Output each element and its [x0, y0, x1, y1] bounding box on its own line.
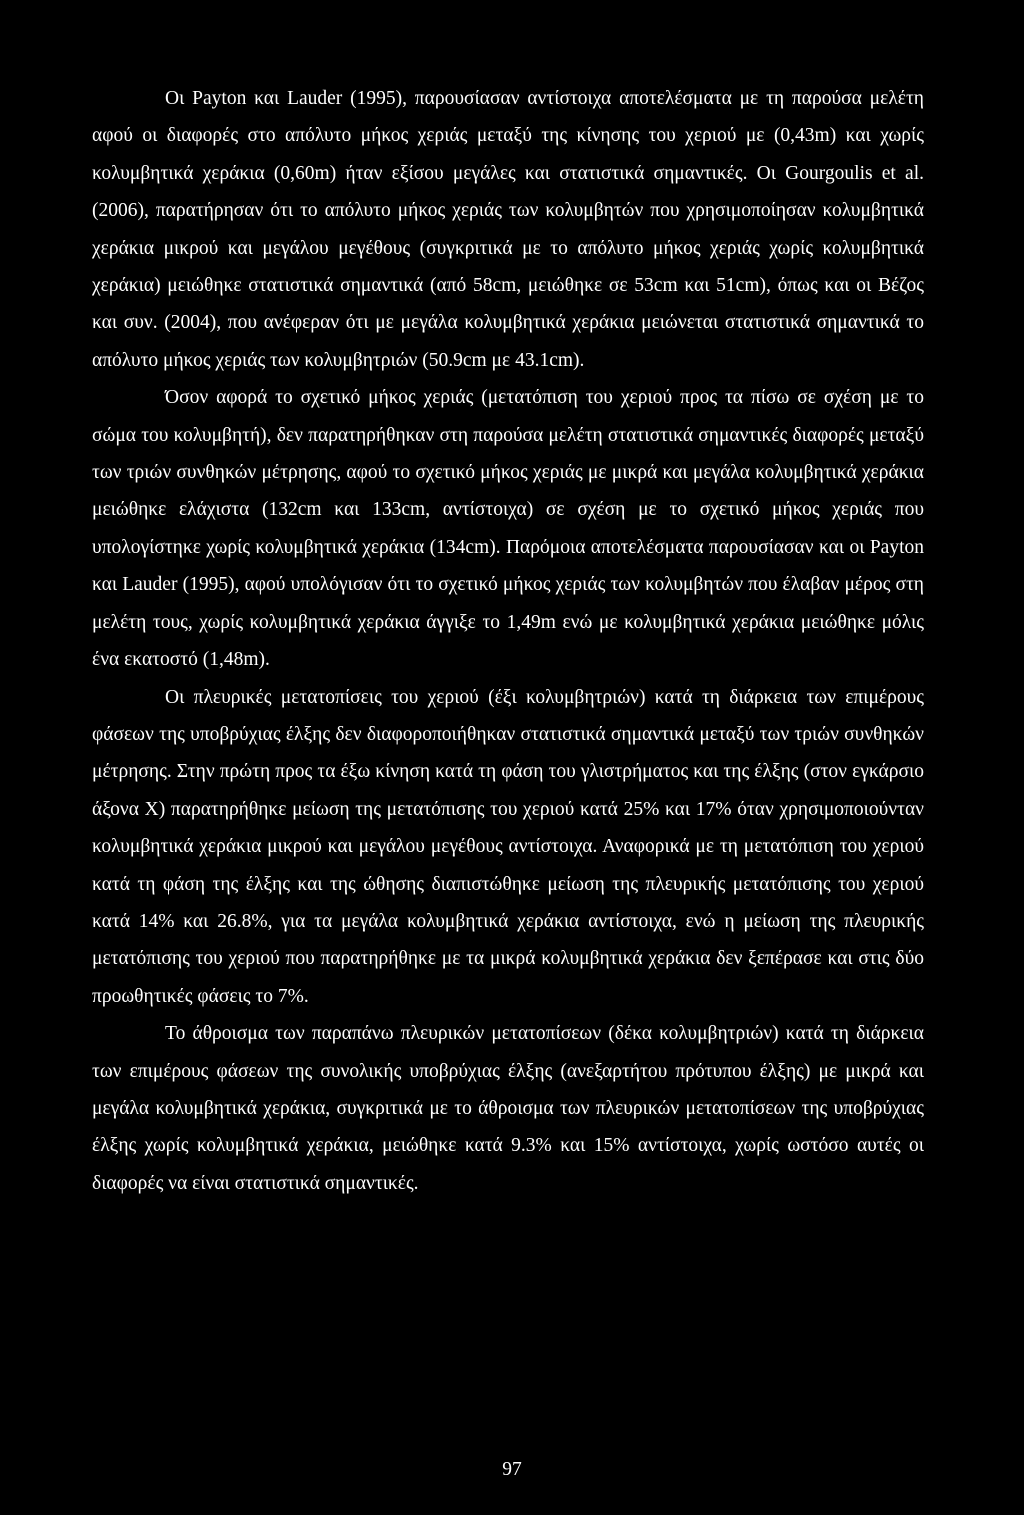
paragraph-1: Οι Payton και Lauder (1995), παρουσίασαν αντίστοιχα αποτελέσματα με τη παρούσα μελέτη αφού οι διαφορές στο απόλυτο μήκος χεριάς μεταξύ της κίνησης του χεριού με (0,43m) και χωρίς κολυμβητικά χεράκια (0,60m) ήταν εξίσου μεγάλες και στατιστικά σημαντικές. Οι Gourgoulis et al. (2006), παρατήρησαν ότι το απόλυτο μήκος χεριάς των κολυμβητών που χρησιμοποίησαν κολυμβητικά χεράκια μικρού και μεγάλου μεγέθους (συγκριτικά με το απόλυτο μήκος χεριάς χωρίς κολυμβητικά χεράκια) μειώθηκε στατιστικά σημαντικά (από 58cm, μειώθηκε σε 53cm και 51cm), όπως και οι Βέζος και συν. (2004), που ανέφεραν ότι με μεγάλα κολυμβητικά χεράκια μειώνεται στατιστικά σημαντικά το απόλυτο μήκος χεριάς των κολυμβητριών (50.9cm με 43.1cm). — [92, 88, 924, 371]
paragraph-4: Το άθροισμα των παραπάνω πλευρικών μετατοπίσεων (δέκα κολυμβητριών) κατά τη διάρκεια των επιμέρους φάσεων της συνολικής υποβρύχιας έλξης (ανεξαρτήτου πρότυπου έλξης) με μικρά και μεγάλα κολυμβητικά χεράκια, συγκριτικά με το άθροισμα των πλευρικών μετατοπίσεων της υποβρύχιας έλξης χωρίς κολυμβητικά χεράκια, μειώθηκε κατά 9.3% και 15% αντίστοιχα, χωρίς ωστόσο αυτές οι διαφορές να είναι στατιστικά σημαντικές. — [92, 1023, 924, 1194]
paragraph-3: Οι πλευρικές μετατοπίσεις του χεριού (έξι κολυμβητριών) κατά τη διάρκεια των επιμέρους φάσεων της υποβρύχιας έλξης δεν διαφοροποιήθηκαν στατιστικά σημαντικά μεταξύ των τριών συνθηκών μέτρησης. Στην πρώτη προς τα έξω κίνηση κατά τη φάση του γλιστρήματος και της έλξης (στον εγκάρσιο άξονα X) παρατηρήθηκε μείωση της μετατόπισης του χεριού κατά 25% και 17% όταν χρησιμοποιούνταν κολυμβητικά χεράκια μικρού και μεγάλου μεγέθους αντίστοιχα. Αναφορικά με τη μετατόπιση του χεριού κατά τη φάση της έλξης και της ώθησης διαπιστώθηκε μείωση της πλευρικής μετατόπισης του χεριού κατά 14% και 26.8%, για τα μεγάλα κολυμβητικά χεράκια αντίστοιχα, ενώ η μείωση της πλευρικής μετατόπισης του χεριού που παρατηρήθηκε με τα μικρά κολυμβητικά χεράκια δεν ξεπέρασε και στις δύο προωθητικές φάσεις το 7%. — [92, 686, 924, 1007]
document-body — [92, 80, 924, 1202]
page-number: 97 — [502, 1459, 522, 1480]
paragraph-2: Όσον αφορά το σχετικό μήκος χεριάς (μετατόπιση του χεριού προς τα πίσω σε σχέση με το σώμα του κολυμβητή), δεν παρατηρήθηκαν στη παρούσα μελέτη στατιστικά σημαντικές διαφορές μεταξύ των τριών συνθηκών μέτρησης, αφού το σχετικό μήκος χεριάς με μικρά και μεγάλα κολυμβητικά χεράκια μειώθηκε ελάχιστα (132cm και 133cm, αντίστοιχα) σε σχέση με το σχετικό μήκος χεριάς που υπολογίστηκε χωρίς κολυμβητικά χεράκια (134cm). Παρόμοια αποτελέσματα παρουσίασαν και οι Payton και Lauder (1995), αφού υπολόγισαν ότι το σχετικό μήκος χεριάς των κολυμβητών που έλαβαν μέρος στη μελέτη τους, χωρίς κολυμβητικά χεράκια άγγιξε το 1,49m ενώ με κολυμβητικά χεράκια μειώθηκε μόλις ένα εκατοστό (1,48m). — [92, 387, 924, 671]
